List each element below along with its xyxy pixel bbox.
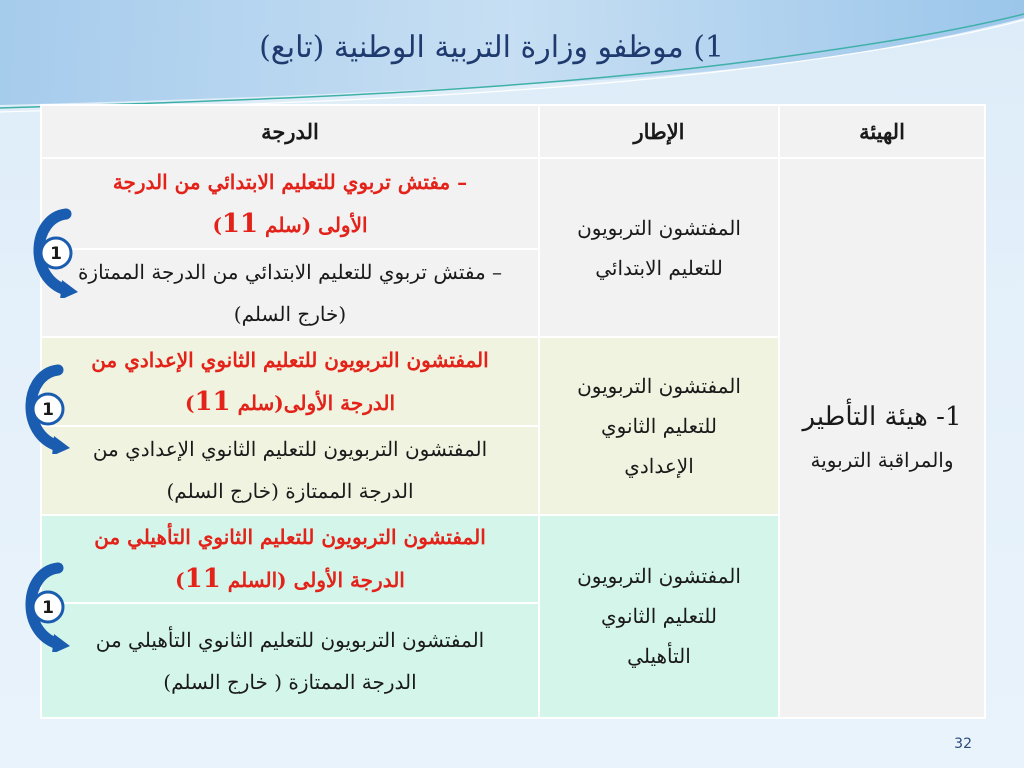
grade-line: المفتشون التربويون للتعليم الثانوي الإعدادي من <box>92 437 488 462</box>
grade-text: الأولى (سلم <box>258 213 368 238</box>
frame-line: للتعليم الثانوي <box>600 414 718 439</box>
grade-text: ) <box>184 391 195 416</box>
badge-number: 1 <box>42 598 54 618</box>
grade-line: المفتشون التربويون للتعليم الثانوي التأهيلي من <box>95 627 485 652</box>
body-line-2: والمراقبة التربوية <box>810 447 954 472</box>
grade-cell-primary-first <box>41 158 539 249</box>
grade-cell-qualifying-excellent <box>41 603 539 718</box>
staff-table <box>40 104 986 719</box>
grade-text: الدرجة الأولى(سلم <box>230 391 395 416</box>
grade-text: ) <box>212 213 222 238</box>
grade-cell-qualifying-first <box>41 515 539 604</box>
frame-line: للتعليم الثانوي <box>600 604 718 629</box>
frame-line: المفتشون التربويون <box>577 215 741 240</box>
frame-cell-qualifying <box>539 515 779 718</box>
table-row <box>41 158 985 249</box>
frame-line: التأهيلي <box>627 644 691 669</box>
header-grade: الدرجة <box>41 105 539 158</box>
grade-cell-primary-excellent <box>41 249 539 338</box>
scale-number: 11 <box>184 564 221 595</box>
grade-text: الدرجة الأولى (السلم <box>220 568 405 593</box>
scale-number: 11 <box>221 209 259 240</box>
frame-cell-primary <box>539 158 779 337</box>
curved-arrow-badge-icon[interactable] <box>14 562 76 652</box>
body-line-1: 1- هيئة التأطير <box>802 401 962 432</box>
frame-line: المفتشون التربويون <box>577 564 741 589</box>
grade-line: – مفتش تربوي للتعليم الابتدائي من الدرجة الممتازة <box>77 260 503 285</box>
scale-number: 11 <box>194 387 231 418</box>
header-frame: الإطار <box>539 105 779 158</box>
curved-arrow-badge-icon[interactable] <box>14 364 76 454</box>
grade-line <box>46 558 534 601</box>
grade-line: (خارج السلم) <box>233 302 347 327</box>
grade-line: الدرجة الممتازة (خارج السلم) <box>166 479 414 504</box>
grade-line <box>46 203 534 246</box>
grade-cell-middle-excellent <box>41 426 539 515</box>
page-number: 32 <box>954 736 972 752</box>
grade-line <box>46 381 534 424</box>
grade-cell-middle-first <box>41 337 539 426</box>
grade-line: – مفتش تربوي للتعليم الابتدائي من الدرجة <box>112 170 468 195</box>
slide-title: 1) موظفو وزارة التربية الوطنية (تابع) <box>259 30 724 65</box>
grade-line: الدرجة الممتازة ( خارج السلم) <box>163 669 417 694</box>
frame-line: المفتشون التربويون <box>577 374 741 399</box>
body-cell <box>779 158 985 718</box>
grade-line: المفتشون التربويون للتعليم الثانوي الإعدادي من <box>91 348 489 373</box>
frame-cell-middle <box>539 337 779 514</box>
frame-line: الإعدادي <box>624 454 694 479</box>
badge-number: 1 <box>42 400 54 420</box>
grade-text: ) <box>175 568 185 593</box>
curved-arrow-badge-icon[interactable] <box>22 208 84 298</box>
table-header-row <box>41 105 985 158</box>
grade-line: المفتشون التربويون للتعليم الثانوي التأهيلي من <box>94 525 486 550</box>
header-body: الهيئة <box>779 105 985 158</box>
badge-number: 1 <box>50 244 62 264</box>
frame-line: للتعليم الابتدائي <box>595 255 723 280</box>
